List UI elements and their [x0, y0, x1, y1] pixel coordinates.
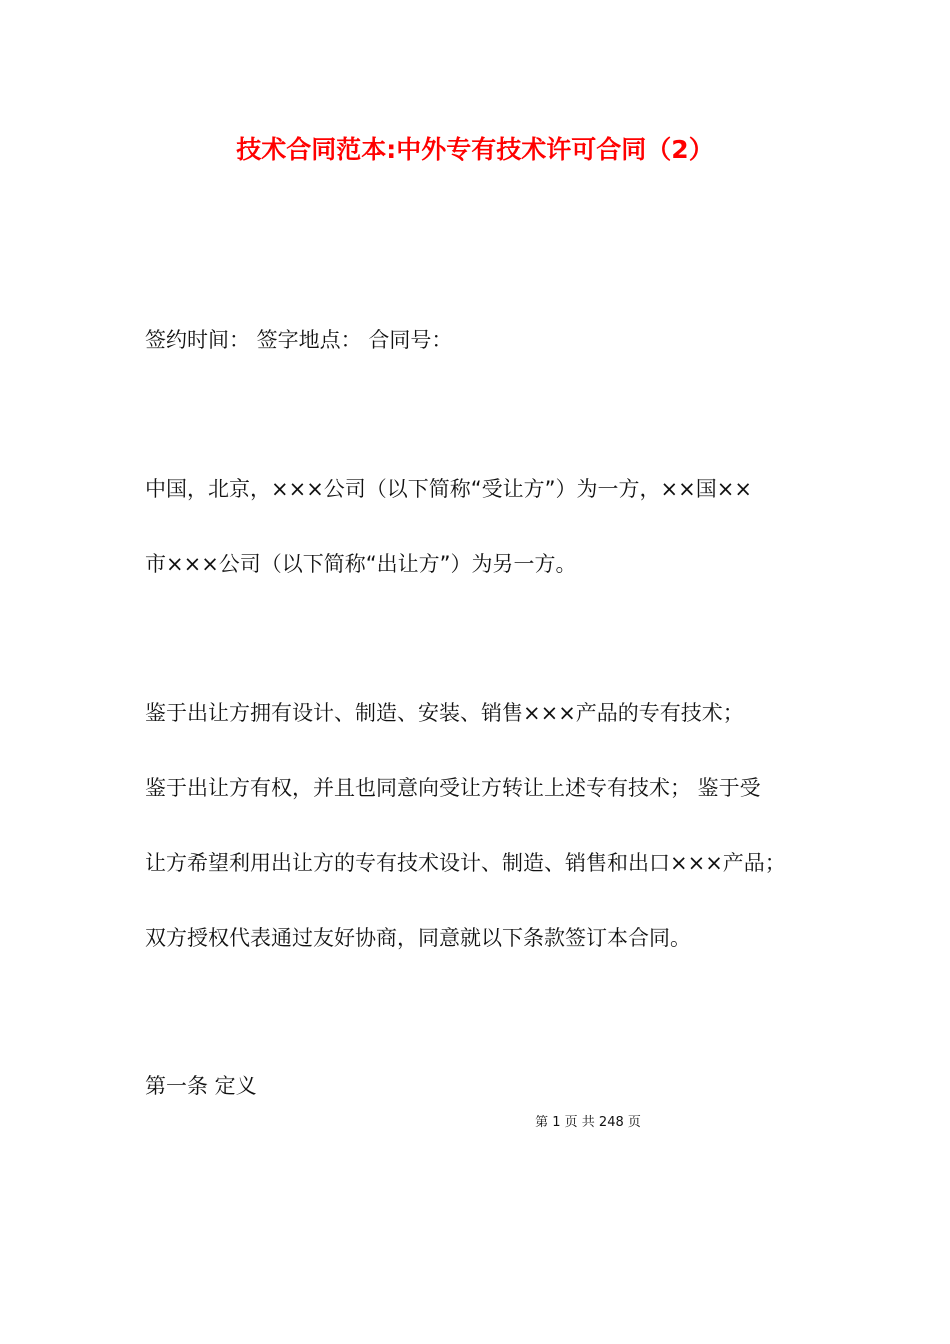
document-title: 技术合同范本:中外专有技术许可合同（2） — [236, 135, 714, 164]
paragraph-1-line-1: 中国，北京，×××公司（以下简称“受让方”）为一方，××国×× — [145, 477, 752, 501]
paragraph-1-line-2: 市×××公司（以下简称“出让方”）为另一方。 — [145, 552, 577, 576]
page-number-footer: 第 1 页 共 248 页 — [535, 1115, 641, 1130]
meta-line: 签约时间： 签字地点： 合同号： — [145, 328, 453, 352]
paragraph-2-line-3: 让方希望利用出让方的专有技术设计、制造、销售和出口×××产品； — [145, 851, 786, 875]
section-heading: 第一条 定义 — [145, 1074, 257, 1098]
paragraph-2-line-4: 双方授权代表通过友好协商，同意就以下条款签订本合同。 — [145, 926, 691, 950]
paragraph-2-line-1: 鉴于出让方拥有设计、制造、安装、销售×××产品的专有技术； — [145, 701, 744, 725]
paragraph-2-line-2: 鉴于出让方有权，并且也同意向受让方转让上述专有技术； 鉴于受 — [145, 776, 761, 800]
